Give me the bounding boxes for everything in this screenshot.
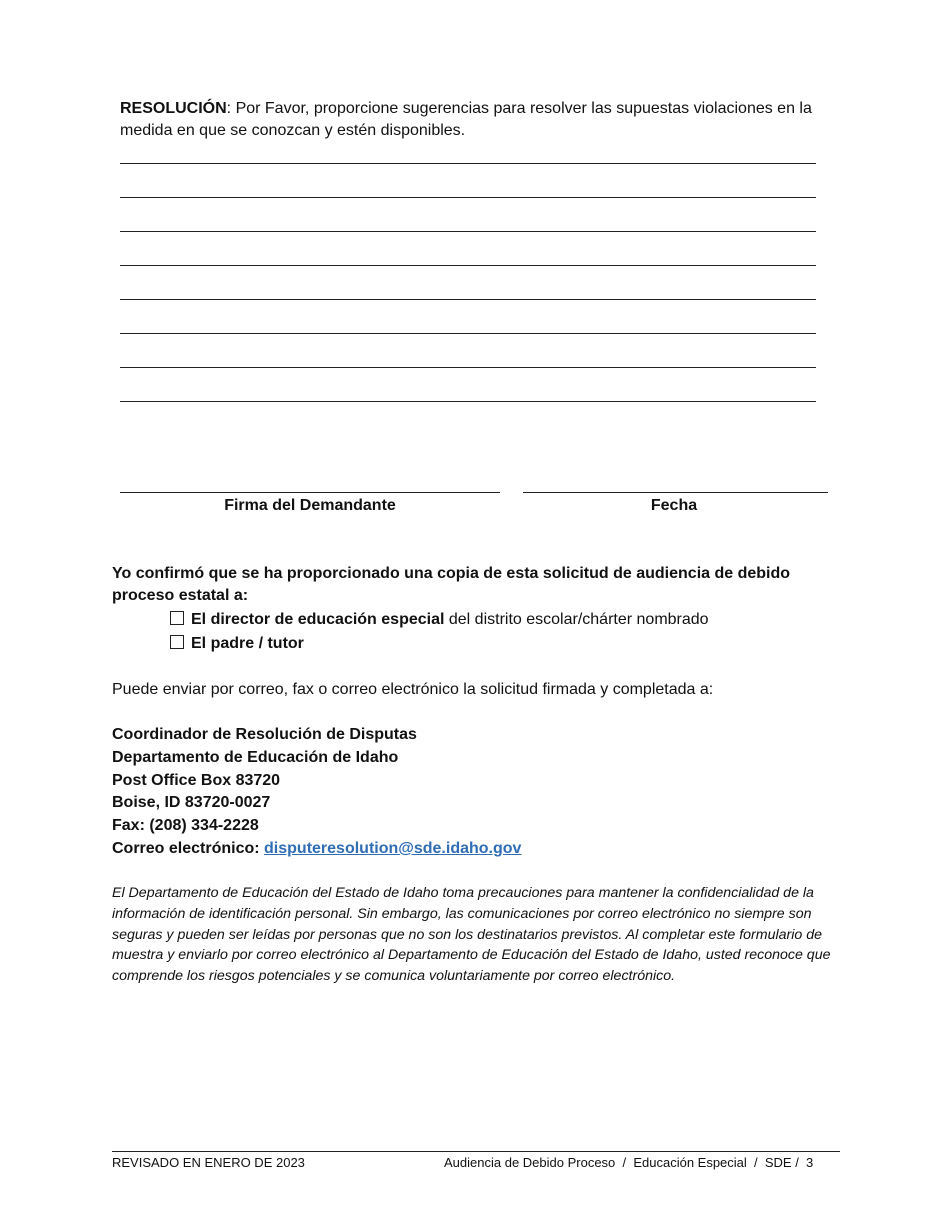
email-row bbox=[112, 838, 521, 861]
resolution-answer-line[interactable] bbox=[120, 197, 816, 198]
address-line-1: Coordinador de Resolución de Disputas bbox=[112, 726, 417, 743]
address-line-2: Departamento de Educación de Idaho bbox=[112, 748, 399, 766]
resolution-answer-line[interactable] bbox=[120, 333, 816, 334]
fax-number: Fax: (208) 334-2228 bbox=[112, 817, 259, 835]
address-block bbox=[112, 724, 521, 861]
resolution-answer-line[interactable] bbox=[120, 367, 816, 368]
address-line-3: Post Office Box 83720 bbox=[112, 771, 281, 789]
option-director-rest: del distrito escolar/chárter nombrado bbox=[444, 611, 709, 628]
email-link[interactable]: disputeresolution@sde.idaho.gov bbox=[264, 839, 522, 857]
date-line[interactable] bbox=[523, 492, 828, 493]
footer-doc-info: Audiencia de Debido Proceso / Educación Especial / SDE / 3 bbox=[444, 1155, 814, 1170]
checkbox-director[interactable] bbox=[170, 611, 184, 625]
checkbox-row-parent[interactable] bbox=[170, 633, 304, 655]
checkbox-row-director[interactable] bbox=[170, 609, 709, 631]
footer-revised: REVISADO EN ENERO DE 2023 bbox=[112, 1155, 305, 1170]
date-label: Fecha bbox=[650, 497, 698, 514]
mail-instructions: Puede enviar por correo, fax o correo electrónico la solicitud firmada y completada a: bbox=[112, 681, 714, 698]
address-line-4: Boise, ID 83720-0027 bbox=[112, 794, 271, 812]
resolution-answer-line[interactable] bbox=[120, 299, 816, 300]
resolution-text: : Por Favor, proporcione sugerencias para resolver las supuestas violaciones en la medida en que se conozcan y estén disponibles. bbox=[120, 100, 812, 139]
claimant-signature-label: Firma del Demandante bbox=[224, 497, 396, 514]
resolution-answer-line[interactable] bbox=[120, 401, 816, 402]
privacy-disclaimer: El Departamento de Educación del Estado de Idaho toma precauciones para mantener la confidencialidad de la información de identificación personal. Sin embargo, las comunicaciones por correo electrónico no siempre son seguras y pueden ser leídas por personas que no son los destinatarios previstos. Al completar este formulario de muestra y enviarlo por correo electrónico al Departamento de Educación del Estado de Idaho, usted reconoce que comprende los riesgos potenciales y se comunica voluntariamente por correo electrónico. bbox=[112, 885, 831, 985]
claimant-signature-line[interactable] bbox=[120, 492, 500, 493]
resolution-answer-line[interactable] bbox=[120, 265, 816, 266]
resolution-heading: RESOLUCIÓN bbox=[120, 100, 227, 117]
resolution-answer-line[interactable] bbox=[120, 163, 816, 164]
footer-divider bbox=[112, 1151, 840, 1152]
confirmation-statement: Yo confirmó que se ha proporcionado una copia de esta solicitud de audiencia de debido proceso estatal a: bbox=[112, 565, 791, 604]
option-director-bold: El director de educación especial bbox=[191, 611, 445, 628]
option-parent: El padre / tutor bbox=[191, 635, 304, 652]
email-label: Correo electrónico: bbox=[112, 839, 265, 857]
resolution-answer-line[interactable] bbox=[120, 231, 816, 232]
resolution-paragraph bbox=[120, 98, 840, 142]
checkbox-parent[interactable] bbox=[170, 635, 184, 649]
